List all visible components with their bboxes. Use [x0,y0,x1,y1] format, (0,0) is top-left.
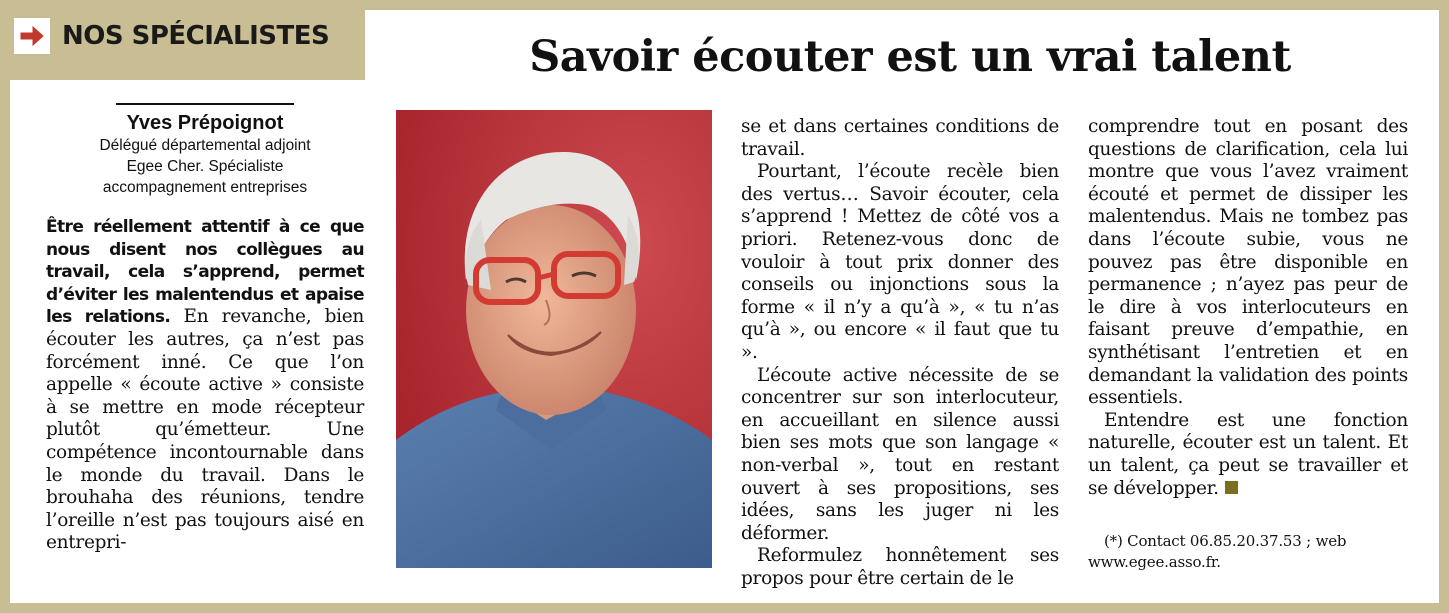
end-mark-icon [1225,481,1238,494]
author-role-line2: Egee Cher. Spécialiste [126,158,284,175]
paragraph-1 [46,216,364,555]
paragraph-1-text: En revanche, bien écouter les autres, ça n’est pas forcément inné. Ce que l’on appelle « écoute active » consiste à se mettre en mode récepteur plutôt qu’émetteur. Une compétence incontournable dans le monde du travail. Dans le brouhaha des réunions, tendre l’oreille n’est pas toujours aisé en entrepri- [46,306,364,554]
headline: Savoir écouter est un vrai talent [529,32,1291,82]
author-role-line3: accompagnement entreprises [102,179,308,196]
text-column-3 [1088,116,1408,500]
author-rule [116,103,294,105]
arrow-right-icon [14,18,50,54]
text-column-2 [741,116,1059,590]
paragraph-3: L’écoute active nécessite de se concentrer sur son interlocuteur, en accueillant en silence aussi bien ses mots que son langage « non-verbal », tout en restant ouvert à ses propositions, ses idées, sans les juger ni les déformer. [741,364,1059,544]
author-role-line1: Délégué départemental adjoint [99,137,311,154]
paragraph-5 [1088,410,1408,500]
portrait-photo [396,110,712,568]
paragraph-4-continued: comprendre tout en posant des questions de clarification, cela lui montre que vous l’avez vraiment écouté et permet de dissiper les malentendus. Mais ne tombez pas dans l’écoute subie, vous ne pouvez pas être disponible en permanence ; n’ayez pas peur de le dire à vos interlocuteurs en faisant preuve d’empathie, en synthétisant l’entretien et en demandant la validation des points essentiels. [1088,116,1408,409]
lead-text: Être réellement attentif à ce que nous disent nos collègues au travail, cela s’apprend, permet d’éviter les malentendus et apaise les relations. [46,217,364,328]
contact-note: (*) Contact 06.85.20.37.53 ; web www.egee.asso.fr. [1088,532,1347,571]
paragraph-5-text: Entendre est une fonction naturelle, écouter est un talent. Et un talent, ça peut se travailler et se développer. [1088,409,1408,499]
author-name: Yves Prépoignot [126,112,284,134]
arrow-right-icon-svg [18,22,46,50]
author-photo [396,110,712,568]
author-block [40,103,370,198]
paragraph-1-continued: se et dans certaines conditions de travail. [741,116,1059,160]
text-column-1 [46,216,364,555]
paragraph-2: Pourtant, l’écoute recèle bien des vertus… Savoir écouter, cela s’apprend ! Mettez de côté vos a priori. Retenez-vous donc de vouloir à tout prix donner des conseils ou injonctions sous la forme « il n’y a qu’à », « tu n’as qu’à », ou encore « il faut que tu ». [741,161,1059,363]
paragraph-4: Reformulez honnêtement ses propos pour être certain de le [741,545,1059,589]
section-label: NOS SPÉCIALISTES [62,21,330,51]
